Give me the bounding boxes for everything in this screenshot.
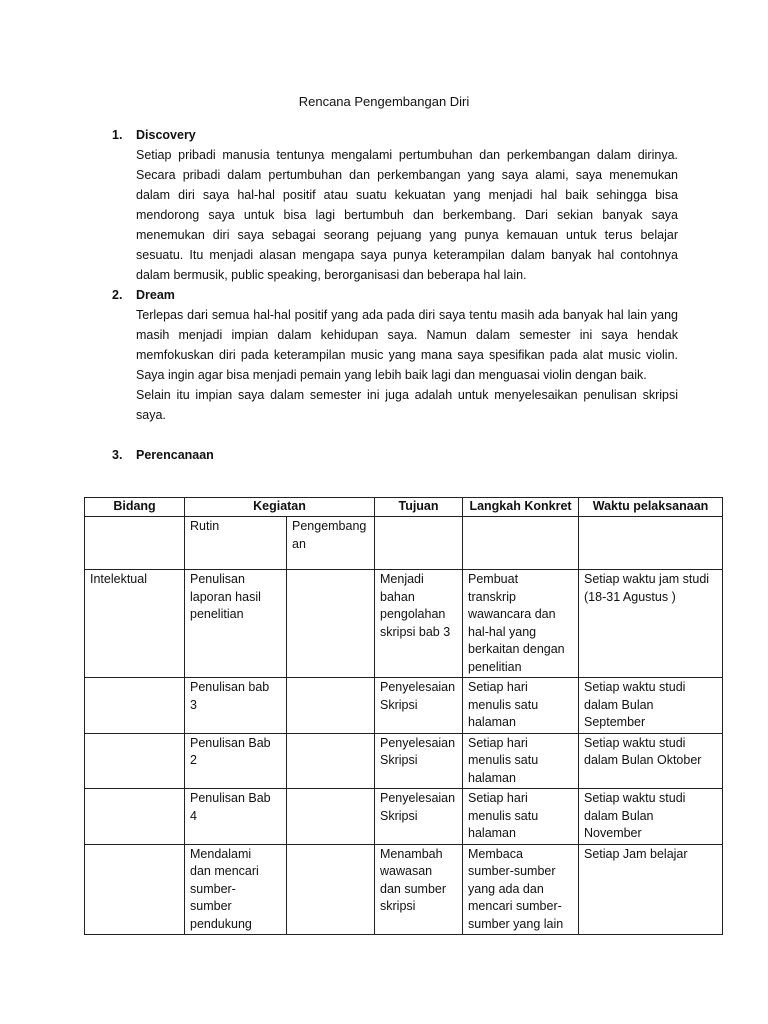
table-cell (375, 517, 463, 570)
cell-langkah: Setiap hari menulis satu halaman (463, 733, 579, 789)
table-row (85, 789, 723, 845)
document-title: Rencana Pengembangan Diri (298, 94, 470, 109)
section-number: 1. (112, 128, 123, 142)
cell-rutin: Penulisan laporan hasil penelitian (185, 570, 287, 678)
cell-tujuan: Penyelesaian Skripsi (375, 789, 463, 845)
cell-pengembangan (287, 789, 375, 845)
header-bidang: Bidang (85, 498, 185, 517)
section-heading (112, 445, 678, 465)
cell-rutin: Penulisan Bab 4 (185, 789, 287, 845)
section-title: Discovery (136, 128, 196, 142)
section-title: Perencanaan (136, 448, 214, 462)
section-discovery (112, 125, 678, 285)
section-paragraph: Selain itu impian saya dalam semester ini juga adalah untuk menyelesaikan penulisan skripsi saya. (136, 388, 678, 422)
cell-pengembangan (287, 733, 375, 789)
cell-waktu: Setiap waktu studi dalam Bulan Oktober (579, 733, 723, 789)
section-heading (112, 125, 678, 145)
subheader-rutin: Rutin (185, 517, 287, 570)
cell-rutin: Penulisan bab 3 (185, 678, 287, 734)
cell-langkah: Setiap hari menulis satu halaman (463, 678, 579, 734)
header-tujuan: Tujuan (375, 498, 463, 517)
section-number: 2. (112, 288, 123, 302)
cell-tujuan: Menambah wawasan dan sumber skripsi (375, 844, 463, 935)
cell-bidang (85, 733, 185, 789)
table-row (85, 678, 723, 734)
table-row (85, 733, 723, 789)
section-dream (112, 285, 678, 425)
cell-tujuan: Penyelesaian Skripsi (375, 678, 463, 734)
header-waktu-pelaksanaan: Waktu pelaksanaan (579, 498, 723, 517)
table-subheader-row (85, 517, 723, 570)
cell-bidang (85, 789, 185, 845)
cell-pengembangan (287, 570, 375, 678)
cell-rutin: Mendalami dan mencari sumber- sumber pendukung (185, 844, 287, 935)
section-paragraph: Setiap pribadi manusia tentunya mengalami pertumbuhan dan perkembangan dalam dirinya. Secara pribadi dalam pertumbuhan dan perkembangan yang saya alami, saya menemukan dalam diri saya hal-hal positif atau suatu kekuatan yang menjadi hal baik sehingga bisa mendorong saya untuk bisa lagi bertumbuh dan berkembang. Dari sekian banyak saya menemukan diri saya sebagai seorang pejuang yang punya kemauan untuk terus belajar sesuatu. Itu menjadi alasan mengapa saya punya keterampilan dalam banyak hal contohnya dalam bermusik, public speaking, berorganisasi dan beberapa hal lain. (136, 148, 678, 282)
cell-langkah: Setiap hari menulis satu halaman (463, 789, 579, 845)
table-cell (579, 517, 723, 570)
cell-bidang (85, 678, 185, 734)
table-cell (85, 517, 185, 570)
header-kegiatan: Kegiatan (185, 498, 375, 517)
section-paragraph: Terlepas dari semua hal-hal positif yang ada pada diri saya tentu masih ada banyak hal lain yang masih menjadi impian dalam kehidupan saya. Namun dalam semester ini saya hendak memfokuskan diri pada keterampilan music yang mana saya spesifikan pada alat music violin. Saya ingin agar bisa menjadi pemain yang lebih baik lagi dan menguasai violin dengan baik. (136, 308, 678, 382)
cell-langkah: Pembuat transkrip wawancara dan hal-hal yang berkaitan dengan penelitian (463, 570, 579, 678)
cell-bidang (85, 844, 185, 935)
cell-bidang: Intelektual (85, 570, 185, 678)
subheader-pengembangan: Pengembang an (287, 517, 375, 570)
section-number: 3. (112, 448, 123, 462)
table-header-row (85, 498, 723, 517)
cell-langkah: Membaca sumber-sumber yang ada dan mencari sumber- sumber yang lain (463, 844, 579, 935)
cell-waktu: Setiap waktu jam studi (18-31 Agustus ) (579, 570, 723, 678)
cell-pengembangan (287, 678, 375, 734)
cell-rutin: Penulisan Bab 2 (185, 733, 287, 789)
plan-table (84, 497, 723, 935)
table-row (85, 570, 723, 678)
cell-waktu: Setiap waktu studi dalam Bulan September (579, 678, 723, 734)
cell-waktu: Setiap waktu studi dalam Bulan November (579, 789, 723, 845)
cell-tujuan: Menjadi bahan pengolahan skripsi bab 3 (375, 570, 463, 678)
table-cell (463, 517, 579, 570)
cell-pengembangan (287, 844, 375, 935)
cell-tujuan: Penyelesaian Skripsi (375, 733, 463, 789)
section-perencanaan (112, 445, 678, 465)
section-heading (112, 285, 678, 305)
header-langkah-konkret: Langkah Konkret (463, 498, 579, 517)
cell-waktu: Setiap Jam belajar (579, 844, 723, 935)
section-title: Dream (136, 288, 175, 302)
table-row (85, 844, 723, 935)
